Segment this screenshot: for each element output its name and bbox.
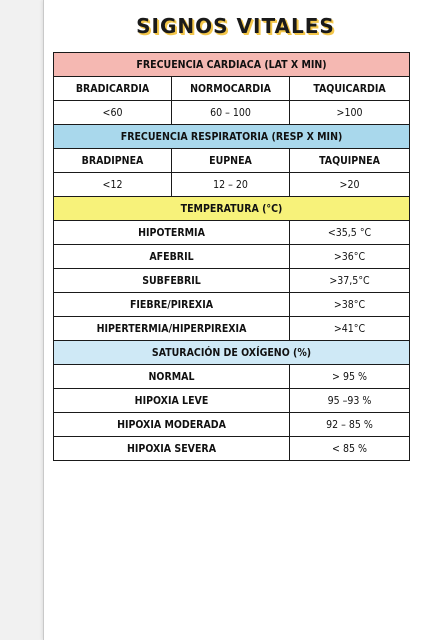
table-row (54, 245, 410, 269)
document-page (43, 0, 426, 640)
hipotermia-value: <35,5 °C (290, 221, 410, 245)
table-row (54, 437, 410, 461)
saturation-header: SATURACIÓN DE OXÍGENO (%) (54, 341, 410, 365)
fiebre-value: >38°C (290, 293, 410, 317)
normal-value: > 95 % (290, 365, 410, 389)
normocardia-value: 60 – 100 (172, 101, 290, 125)
taquipnea-value: >20 (290, 173, 410, 197)
temperature-header-row (54, 197, 410, 221)
table-row (54, 221, 410, 245)
table-row (54, 317, 410, 341)
bradipnea-value: <12 (54, 173, 172, 197)
saturation-header-row (54, 341, 410, 365)
hipertermia-value: >41°C (290, 317, 410, 341)
hipoxia-moderada-value: 92 – 85 % (290, 413, 410, 437)
resp-rate-values-row (54, 173, 410, 197)
page-title: SIGNOS VITALES (136, 14, 335, 38)
bradicardia-value: <60 (54, 101, 172, 125)
subfebril-label: SUBFEBRIL (54, 269, 290, 293)
bradipnea-label: BRADIPNEA (54, 149, 172, 173)
temperature-header: TEMPERATURA (°C) (54, 197, 410, 221)
afebril-label: AFEBRIL (54, 245, 290, 269)
table-row (54, 293, 410, 317)
table-row (54, 413, 410, 437)
normal-label: NORMAL (54, 365, 290, 389)
heart-rate-header: FRECUENCIA CARDIACA (LAT X MIN) (54, 53, 410, 77)
taquicardia-label: TAQUICARDIA (290, 77, 410, 101)
hipoxia-leve-label: HIPOXIA LEVE (54, 389, 290, 413)
heart-rate-values-row (54, 101, 410, 125)
subfebril-value: >37,5°C (290, 269, 410, 293)
vital-signs-table (53, 52, 410, 461)
afebril-value: >36°C (290, 245, 410, 269)
hipotermia-label: HIPOTERMIA (54, 221, 290, 245)
hipoxia-leve-value: 95 –93 % (290, 389, 410, 413)
fiebre-label: FIEBRE/PIREXIA (54, 293, 290, 317)
taquicardia-value: >100 (290, 101, 410, 125)
resp-rate-columns-row (54, 149, 410, 173)
table-row (54, 269, 410, 293)
heart-rate-header-row (54, 53, 410, 77)
resp-rate-header-row (54, 125, 410, 149)
eupnea-label: EUPNEA (172, 149, 290, 173)
eupnea-value: 12 – 20 (172, 173, 290, 197)
hipertermia-label: HIPERTERMIA/HIPERPIREXIA (54, 317, 290, 341)
table-row (54, 365, 410, 389)
hipoxia-severa-value: < 85 % (290, 437, 410, 461)
hipoxia-moderada-label: HIPOXIA MODERADA (54, 413, 290, 437)
table-row (54, 389, 410, 413)
heart-rate-columns-row (54, 77, 410, 101)
hipoxia-severa-label: HIPOXIA SEVERA (54, 437, 290, 461)
bradicardia-label: BRADICARDIA (54, 77, 172, 101)
normocardia-label: NORMOCARDIA (172, 77, 290, 101)
resp-rate-header: FRECUENCIA RESPIRATORIA (RESP X MIN) (54, 125, 410, 149)
taquipnea-label: TAQUIPNEA (290, 149, 410, 173)
